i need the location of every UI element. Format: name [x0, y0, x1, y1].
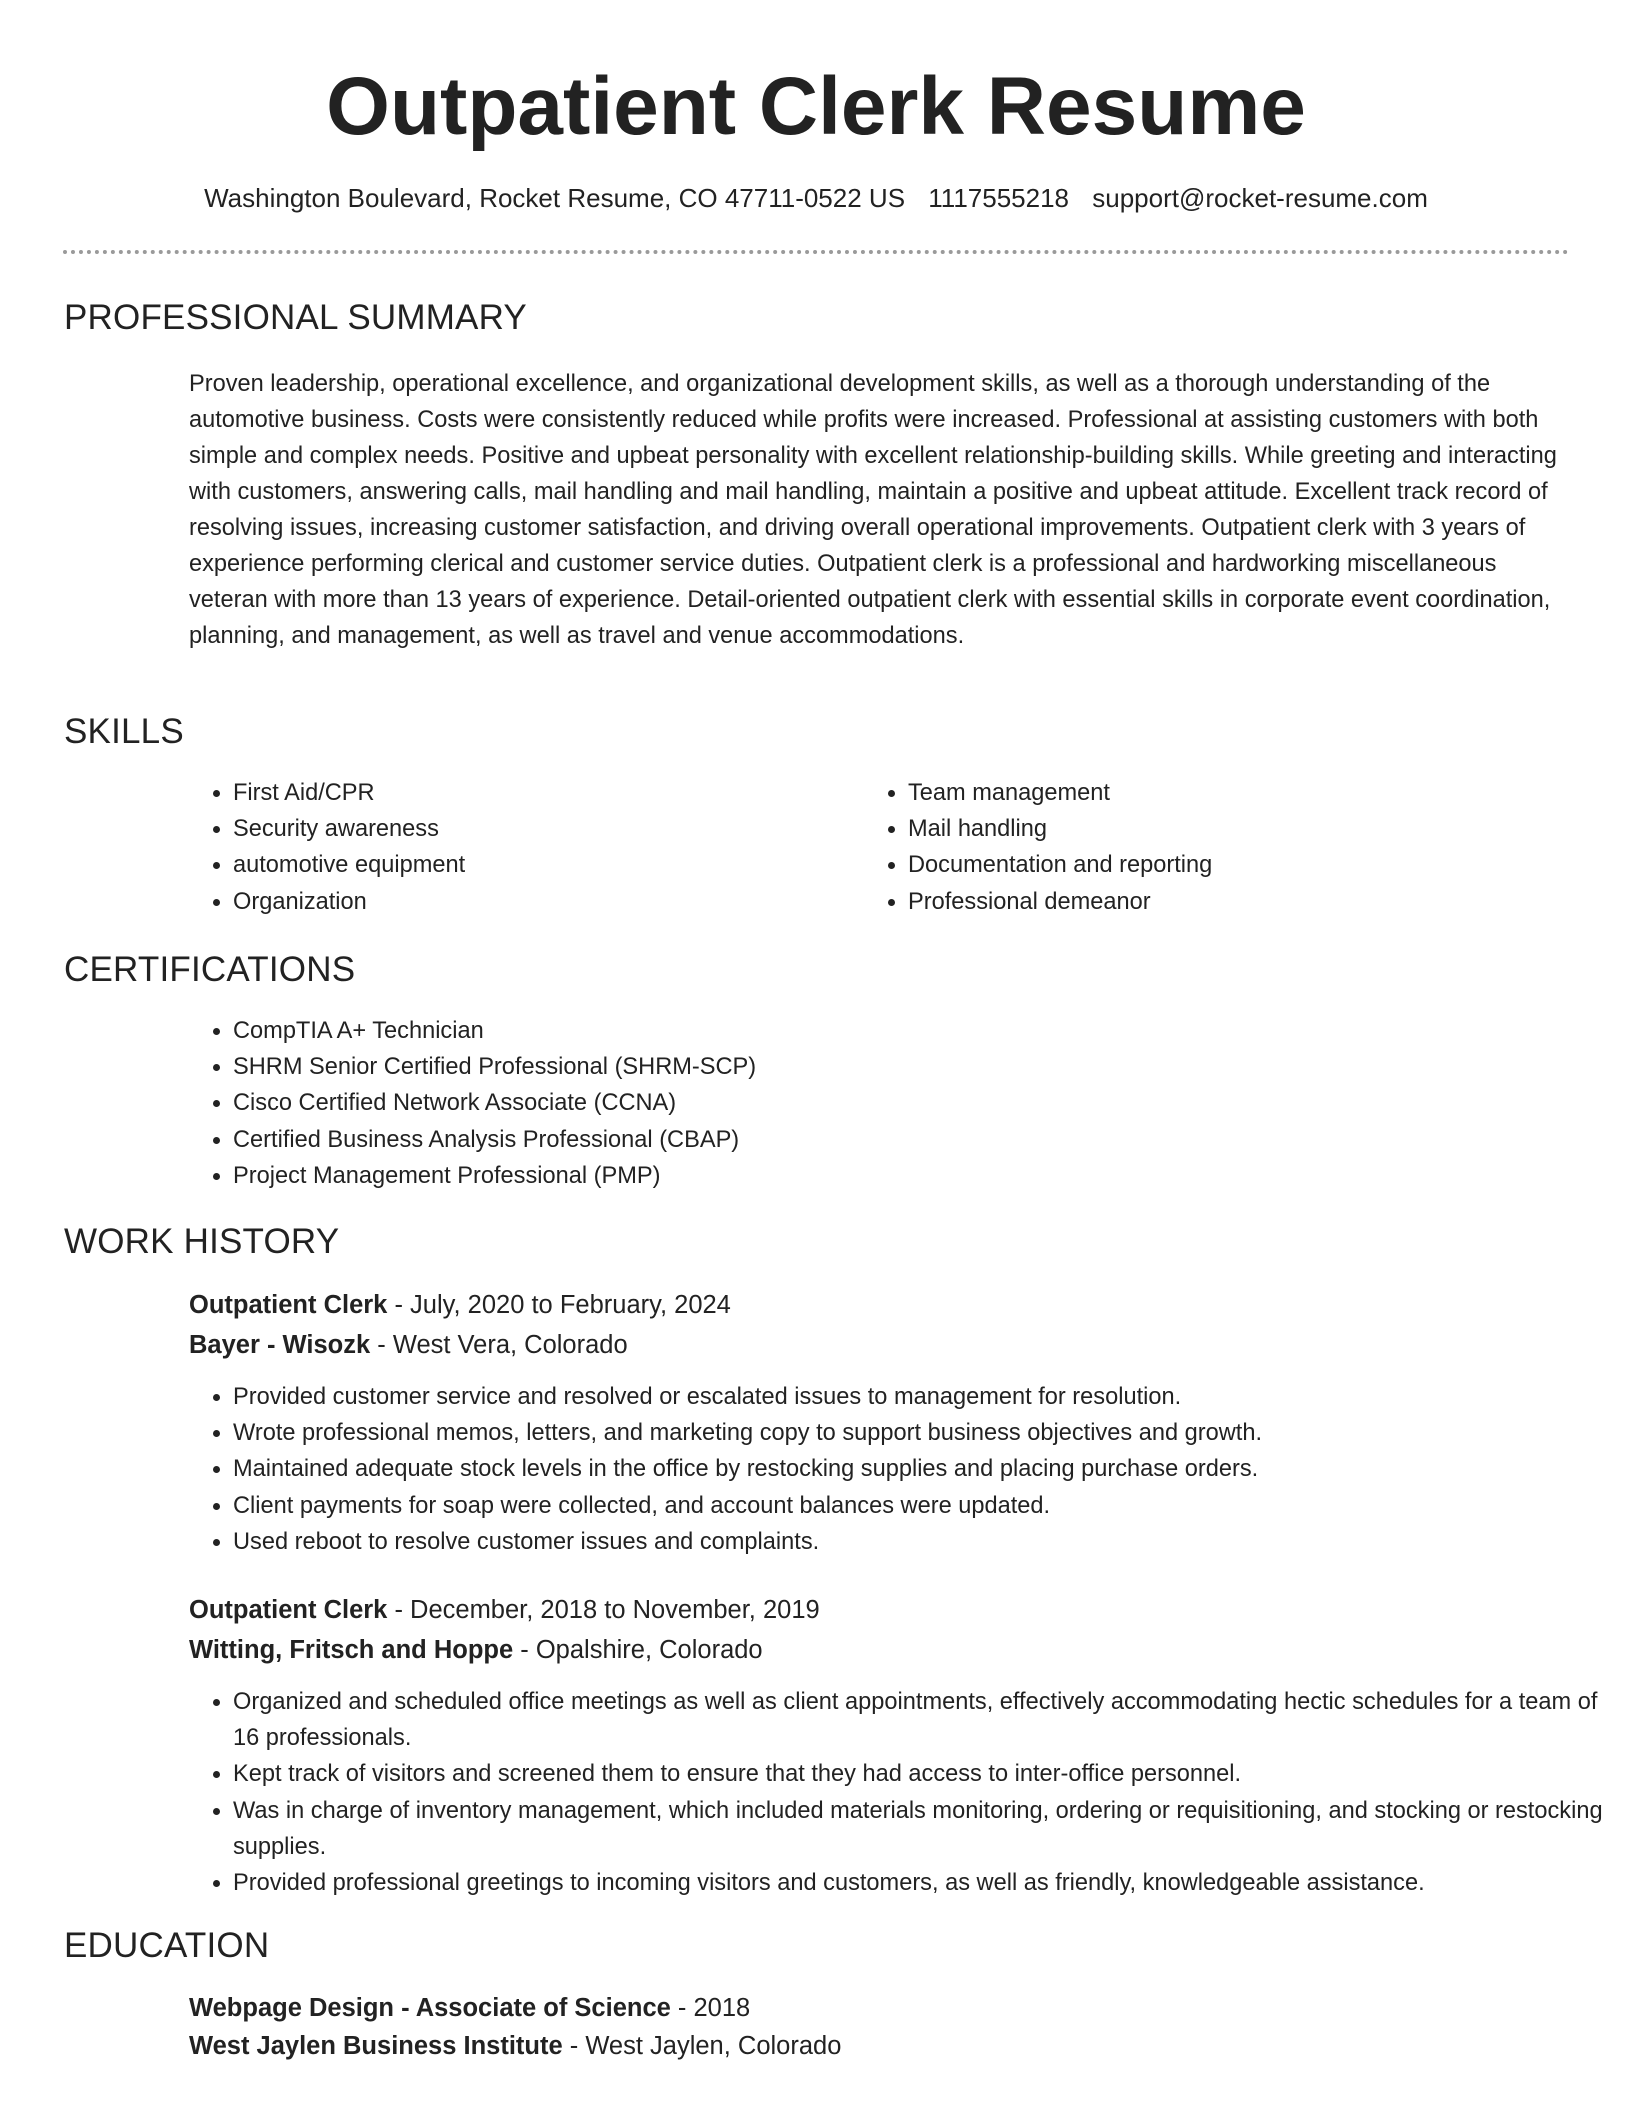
contact-phone: 1117555218 — [928, 183, 1070, 213]
skills-list-right — [864, 775, 1528, 920]
education-degree-line — [189, 1989, 1569, 2027]
list-item: • Organization — [233, 884, 853, 920]
list-item: • Documentation and reporting — [908, 847, 1528, 883]
list-item: • Certified Business Analysis Professional (CBAP) — [233, 1122, 1533, 1158]
section-title-certifications: CERTIFICATIONS — [64, 950, 356, 989]
list-item: • SHRM Senior Certified Professional (SHRM-SCP) — [233, 1049, 1533, 1085]
job-company: Bayer - Wisozk — [189, 1331, 371, 1359]
certifications-list — [189, 1013, 1533, 1194]
job-location: - Opalshire, Colorado — [513, 1636, 763, 1664]
job-title: Outpatient Clerk — [189, 1291, 388, 1319]
job-dates: - December, 2018 to November, 2019 — [387, 1596, 820, 1624]
job-title: Outpatient Clerk — [189, 1596, 388, 1624]
list-item: • automotive equipment — [233, 847, 853, 883]
list-item: • Was in charge of inventory management, which included materials monitoring, ordering or requisitioning, and stocking or restocking supplies. — [233, 1793, 1613, 1865]
list-item: • Security awareness — [233, 811, 853, 847]
section-title-summary: PROFESSIONAL SUMMARY — [64, 298, 527, 337]
section-title-work-history: WORK HISTORY — [64, 1222, 340, 1261]
list-item: • Project Management Professional (PMP) — [233, 1158, 1533, 1194]
list-item: • Professional demeanor — [908, 884, 1528, 920]
job-title-line — [189, 1591, 1569, 1629]
section-title-education: EDUCATION — [64, 1926, 270, 1965]
job-location: - West Vera, Colorado — [370, 1331, 628, 1359]
list-item: • CompTIA A+ Technician — [233, 1013, 1533, 1049]
skills-list-left — [189, 775, 853, 920]
job-title-line — [189, 1286, 1569, 1324]
list-item: • Organized and scheduled office meetings as well as client appointments, effectively accommodating hectic schedules for a team of 16 professionals. — [233, 1684, 1613, 1756]
education-year: - 2018 — [670, 1994, 751, 2022]
list-item: • Provided customer service and resolved or escalated issues to management for resolution. — [233, 1379, 1613, 1415]
list-item: • Client payments for soap were collected, and account balances were updated. — [233, 1488, 1613, 1524]
education-degree: Webpage Design - Associate of Science — [189, 1994, 671, 2022]
job-company-line — [189, 1631, 1569, 1669]
education-location: - West Jaylen, Colorado — [562, 2032, 842, 2060]
list-item: • Used reboot to resolve customer issues and complaints. — [233, 1524, 1613, 1560]
list-item: • Cisco Certified Network Associate (CCNA) — [233, 1085, 1533, 1121]
job-duties-list — [189, 1379, 1613, 1560]
list-item: • Kept track of visitors and screened them to ensure that they had access to inter-office personnel. — [233, 1756, 1613, 1792]
job-dates: - July, 2020 to February, 2024 — [387, 1291, 731, 1319]
job-duties-list — [189, 1684, 1613, 1901]
job-company: Witting, Fritsch and Hoppe — [189, 1636, 514, 1664]
list-item: • Team management — [908, 775, 1528, 811]
education-school: West Jaylen Business Institute — [189, 2032, 563, 2060]
summary-text: Proven leadership, operational excellence, and organizational development skills, as well as a thorough understanding of the automotive business. Costs were consistently reduced while profits were increased. Professional at assisting customers with both simple and complex needs. Positive and upbeat personality with excellent relationship-building skills. While greeting and interacting with customers, answering calls, mail handling and mail handling, maintain a positive and upbeat attitude. Excellent track record of resolving issues, increasing customer satisfaction, and driving overall operational improvements. Outpatient clerk with 3 years of experience performing clerical and customer service duties. Outpatient clerk is a professional and hardworking miscellaneous veteran with more than 13 years of experience. Detail-oriented outpatient clerk with essential skills in corporate event coordination, planning, and management, as well as travel and venue accommodations. — [189, 371, 1557, 649]
resume-title: Outpatient Clerk Resume — [326, 61, 1306, 152]
contact-address: Washington Boulevard, Rocket Resume, CO 47711-0522 US — [204, 183, 906, 213]
education-school-line — [189, 2027, 1569, 2065]
header-divider — [63, 250, 1569, 254]
job-company-line — [189, 1326, 1569, 1364]
list-item: • Mail handling — [908, 811, 1528, 847]
contact-line — [0, 180, 1632, 216]
list-item: • Provided professional greetings to incoming visitors and customers, as well as friendly, knowledgeable assistance. — [233, 1865, 1613, 1901]
list-item: • Wrote professional memos, letters, and marketing copy to support business objectives and growth. — [233, 1415, 1613, 1451]
list-item: • First Aid/CPR — [233, 775, 853, 811]
section-title-skills: SKILLS — [64, 712, 184, 751]
contact-email: support@rocket-resume.com — [1092, 183, 1428, 213]
list-item: • Maintained adequate stock levels in the office by restocking supplies and placing purchase orders. — [233, 1451, 1613, 1487]
